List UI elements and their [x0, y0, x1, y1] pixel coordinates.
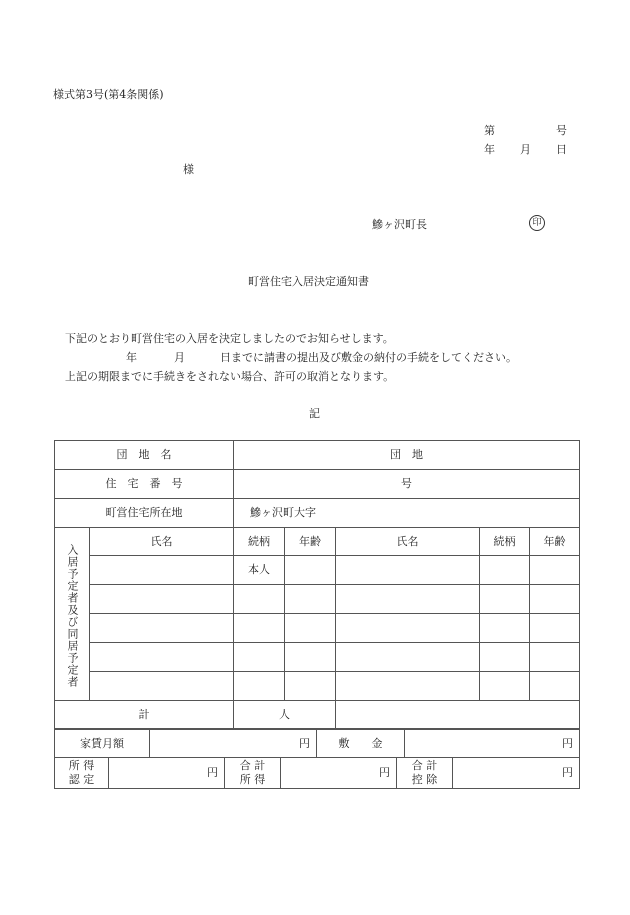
income-label — [55, 758, 109, 789]
issuer-seal-wrap — [529, 215, 545, 231]
deposit-label: 敷 金 — [317, 730, 405, 758]
name-cell[interactable] — [336, 585, 480, 614]
relation-cell[interactable] — [480, 614, 530, 643]
seal-mark: 印 — [529, 215, 545, 231]
relation-cell[interactable] — [234, 672, 285, 701]
body-line-1: 下記のとおり町営住宅の入居を決定しましたのでお知らせします。 — [65, 332, 394, 345]
addressee-suffix: 様 — [183, 163, 194, 176]
occupant-header-row — [55, 528, 580, 556]
age-cell[interactable] — [285, 614, 336, 643]
body-line-3: 上記の期限までに手続きをされない場合、許可の取消となります。 — [65, 370, 395, 383]
body-line-2-year: 年 — [126, 351, 137, 364]
name-cell[interactable] — [90, 585, 234, 614]
location-value: 鰺ヶ沢町大字 — [234, 499, 580, 528]
row-danchi — [55, 441, 580, 470]
occupants-side-label-cell — [55, 528, 90, 701]
rent-table — [54, 729, 580, 758]
occupants-side-label: 入居予定者及び同居予定者 — [66, 544, 79, 688]
relation-cell[interactable] — [480, 643, 530, 672]
body-line-2-text: 日までに請書の提出及び敷金の納付の手続をしてください。 — [220, 351, 517, 364]
date-day: 日 — [556, 143, 567, 156]
age-cell[interactable] — [530, 585, 580, 614]
name-cell[interactable] — [90, 643, 234, 672]
body-line-2-month: 月 — [174, 351, 185, 364]
total-unit: 人 — [234, 701, 336, 729]
relation-cell[interactable] — [480, 672, 530, 701]
occupant-row — [55, 614, 580, 643]
col-name-left: 氏名 — [90, 528, 234, 556]
total-deduction-label-line-2: 控 除 — [411, 773, 438, 786]
name-cell[interactable] — [90, 672, 234, 701]
date-month: 月 — [520, 143, 531, 156]
col-relation-left: 続柄 — [234, 528, 285, 556]
deposit-yen: 円 — [405, 730, 580, 758]
total-row — [55, 701, 580, 729]
age-cell[interactable] — [285, 585, 336, 614]
relation-cell[interactable] — [234, 643, 285, 672]
occupant-row — [55, 556, 580, 585]
relation-cell[interactable] — [480, 585, 530, 614]
rent-label: 家賃月額 — [55, 730, 150, 758]
total-empty — [336, 701, 580, 729]
occupant-row — [55, 643, 580, 672]
date-year: 年 — [484, 143, 495, 156]
age-cell[interactable] — [285, 556, 336, 585]
income-row — [55, 758, 580, 789]
income-label-line-1: 所 得 — [68, 759, 95, 772]
name-cell[interactable] — [336, 643, 480, 672]
name-cell[interactable] — [336, 556, 480, 585]
occupant-row — [55, 672, 580, 701]
form-number: 様式第3号(第4条関係) — [53, 88, 164, 101]
col-age-left: 年齢 — [285, 528, 336, 556]
total-deduction-label-line-1: 合 計 — [411, 759, 438, 772]
col-age-right: 年齢 — [530, 528, 580, 556]
issue-number-suffix: 号 — [556, 124, 567, 137]
col-relation-right: 続柄 — [480, 528, 530, 556]
jutaku-label: 住 宅 番 号 — [55, 470, 234, 499]
income-table — [54, 757, 580, 789]
total-income-label-line-2: 所 得 — [239, 773, 266, 786]
name-cell[interactable] — [90, 614, 234, 643]
relation-cell[interactable] — [480, 556, 530, 585]
total-label: 計 — [55, 701, 234, 729]
age-cell[interactable] — [285, 643, 336, 672]
jutaku-value: 号 — [234, 470, 580, 499]
ki-heading: 記 — [309, 407, 320, 420]
age-cell[interactable] — [530, 556, 580, 585]
name-cell[interactable] — [336, 614, 480, 643]
row-location — [55, 499, 580, 528]
row-jutaku — [55, 470, 580, 499]
rent-row — [55, 730, 580, 758]
total-deduction-label — [397, 758, 453, 789]
document-title: 町営住宅入居決定通知書 — [248, 275, 369, 288]
relation-cell[interactable] — [234, 614, 285, 643]
income-yen: 円 — [109, 758, 225, 789]
danchi-label: 団 地 名 — [55, 441, 234, 470]
age-cell[interactable] — [530, 643, 580, 672]
total-income-yen: 円 — [281, 758, 397, 789]
issue-number-prefix: 第 — [484, 124, 495, 137]
rent-yen: 円 — [150, 730, 317, 758]
age-cell[interactable] — [530, 672, 580, 701]
income-label-line-2: 認 定 — [68, 773, 95, 786]
location-label: 町営住宅所在地 — [55, 499, 234, 528]
name-cell[interactable] — [90, 556, 234, 585]
occupant-row — [55, 585, 580, 614]
total-income-label-line-1: 合 計 — [239, 759, 266, 772]
total-deduction-yen: 円 — [453, 758, 580, 789]
name-cell[interactable] — [336, 672, 480, 701]
notice-table — [54, 440, 580, 729]
relation-cell-self: 本人 — [234, 556, 285, 585]
col-name-right: 氏名 — [336, 528, 480, 556]
relation-cell[interactable] — [234, 585, 285, 614]
danchi-value: 団 地 — [234, 441, 580, 470]
issuer-title: 鰺ヶ沢町長 — [372, 218, 427, 231]
age-cell[interactable] — [530, 614, 580, 643]
total-income-label — [225, 758, 281, 789]
age-cell[interactable] — [285, 672, 336, 701]
